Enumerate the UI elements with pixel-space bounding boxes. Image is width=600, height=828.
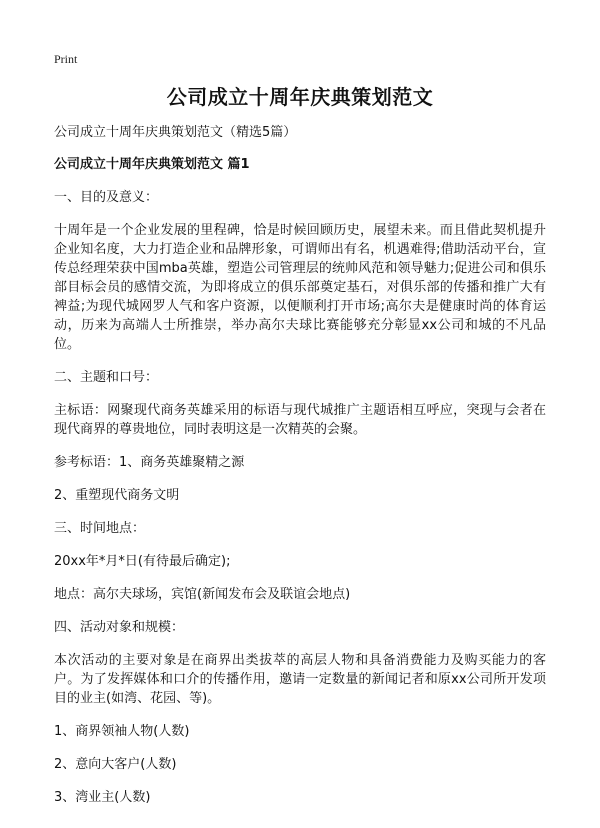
section-heading: 公司成立十周年庆典策划范文 篇1 xyxy=(54,157,250,172)
paragraph-audience: 本次活动的主要对象是在商界出类拔萃的高层人物和具备消费能力及购买能力的客户。为了发挥媒体和口介的传播作用，邀请一定数量的新闻记者和原xx公司所开发项目的业主(如湾、花园、等)。 xyxy=(54,653,546,706)
list-item-bay-owners: 3、湾业主(人数) xyxy=(54,790,151,805)
paragraph-main-slogan: 主标语：网聚现代商务英雄采用的标语与现代城推广主题语相互呼应，突现与会者在现代商界的尊贵地位，同时表明这是一次精英的会聚。 xyxy=(54,403,546,437)
list-item-business-leaders: 1、商界领袖人物(人数) xyxy=(54,724,190,739)
section-heading-audience: 四、活动对象和规模： xyxy=(54,620,185,635)
print-link[interactable]: Print xyxy=(54,52,78,66)
paragraph-date: 20xx年*月*日(有待最后确定); xyxy=(54,554,231,569)
list-item-key-clients: 2、意向大客户(人数) xyxy=(54,757,177,772)
document-subtitle: 公司成立十周年庆典策划范文（精选5篇） xyxy=(54,125,297,140)
section-heading-time-place: 三、时间地点： xyxy=(54,521,146,536)
paragraph-reference-slogan-2: 2、重塑现代商务文明 xyxy=(54,488,180,503)
page-title: 公司成立十周年庆典策划范文 xyxy=(166,85,434,109)
paragraph-location: 地点：高尔夫球场，宾馆(新闻发布会及联谊会地点) xyxy=(54,587,351,602)
document-body xyxy=(54,188,546,807)
section-heading-theme: 二、主题和口号： xyxy=(54,370,159,385)
paragraph-reference-slogan-1: 参考标语：1、商务英雄聚精之源 xyxy=(54,455,245,470)
section-heading-purpose: 一、目的及意义： xyxy=(54,190,159,205)
paragraph-purpose: 十周年是一个企业发展的里程碑，恰是时候回顾历史，展望未来。而且借此契机提升企业知名度，大力打造企业和品牌形象，可谓师出有名，机遇难得;借助活动平台，宣传总经理荣获中国mba英雄，塑造公司管理层的统帅风范和领导魅力;促进公司和俱乐部目标会员的感情交流，为即将成立的俱乐部奠定基石，对俱乐部的传播和推广大有裨益;为现代城网罗人气和客户资源，以便顺利打开市场;高尔夫是健康时尚的体育运动，历来为高端人士所推崇，举办高尔夫球比赛能够充分彰显xx公司和城的不凡品位。 xyxy=(54,223,546,352)
